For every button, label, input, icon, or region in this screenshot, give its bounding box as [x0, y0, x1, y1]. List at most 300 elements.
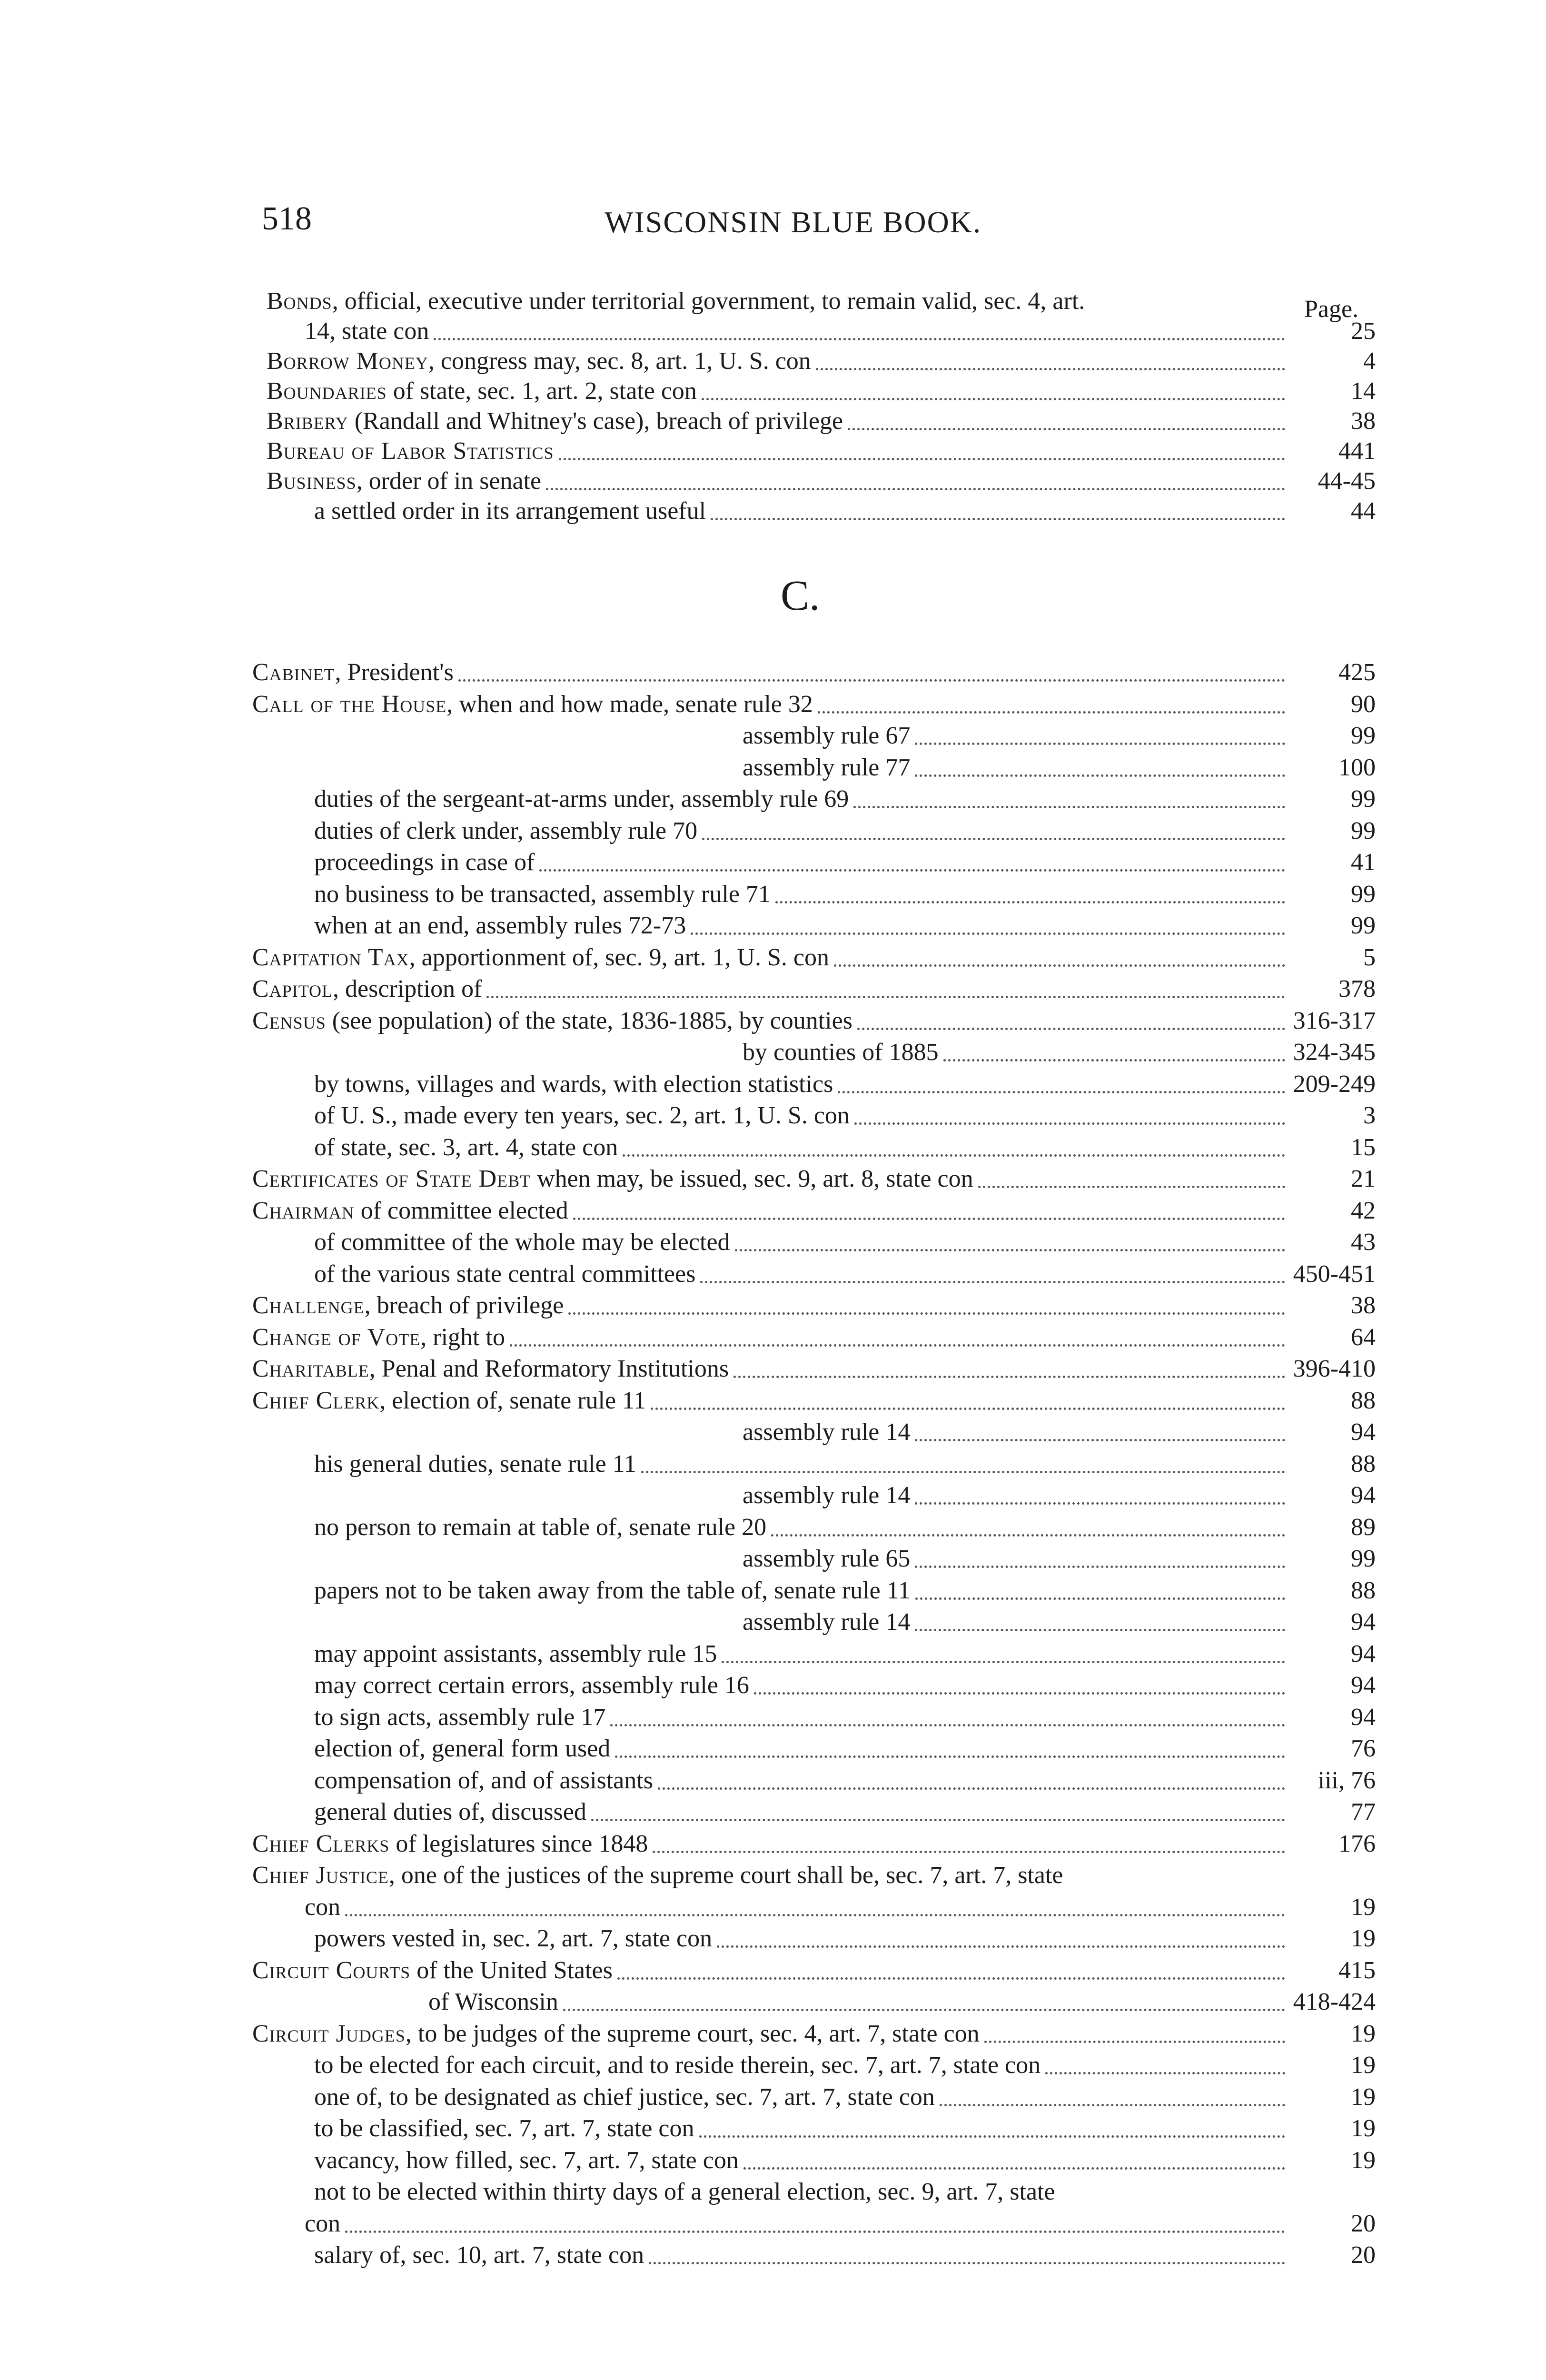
index-entry	[314, 1670, 1376, 1701]
page-reference: 20	[1351, 2210, 1376, 2237]
entry-description: when may, be issued, sec. 9, art. 8, state con	[531, 1165, 973, 1192]
page-reference: 425	[1338, 659, 1376, 686]
page-reference: 19	[1351, 2083, 1376, 2111]
entry-text	[314, 1702, 605, 1733]
entry-text	[314, 1765, 653, 1796]
entry-text	[314, 1069, 833, 1100]
entry-text	[314, 2082, 935, 2113]
dot-leader	[591, 1817, 1285, 1821]
entry-text	[314, 1796, 586, 1828]
entry-description: his general duties, senate rule 11	[314, 1450, 636, 1478]
index-entry	[743, 752, 1376, 783]
dot-leader	[699, 2133, 1285, 2138]
dot-leader	[816, 366, 1285, 370]
dot-leader	[568, 1310, 1285, 1315]
page-reference: 19	[1351, 2146, 1376, 2174]
entry-heading: Bonds	[267, 288, 332, 315]
index-entry	[314, 1132, 1376, 1163]
index-entry	[743, 1417, 1376, 1448]
entry-description: may appoint assistants, assembly rule 15	[314, 1640, 717, 1667]
entry-text	[314, 1733, 610, 1765]
index-entry	[314, 1448, 1376, 1480]
entry-heading: Circuit Courts	[252, 1956, 411, 1984]
entry-text	[252, 1290, 564, 1321]
entry-description: , description of	[333, 975, 482, 1002]
page-reference: 15	[1351, 1133, 1376, 1161]
entry-heading: Circuit Judges	[252, 2020, 406, 2047]
page-reference: 94	[1351, 1640, 1376, 1667]
entry-description: papers not to be taken away from the table of, senate rule 11	[314, 1577, 911, 1604]
dot-leader	[834, 962, 1285, 967]
entry-text	[252, 1163, 973, 1195]
index-entry	[252, 1828, 1376, 1860]
entry-description: of state, sec. 3, art. 4, state con	[314, 1133, 618, 1161]
index-entry	[267, 346, 1376, 377]
index-entry	[314, 1638, 1376, 1670]
dot-leader	[691, 931, 1285, 935]
entry-heading: Certificates of State Debt	[252, 1165, 531, 1192]
page-reference: 176	[1338, 1830, 1376, 1857]
entry-text	[267, 406, 843, 437]
entry-text	[314, 1259, 695, 1290]
page-reference: 20	[1351, 2241, 1376, 2269]
dot-leader	[735, 1247, 1285, 1251]
entry-description: powers vested in, sec. 2, art. 7, state con	[314, 1925, 713, 1952]
entry-text	[252, 1322, 505, 1353]
dot-leader	[915, 1437, 1285, 1441]
entry-description: , election of, senate rule 11	[379, 1387, 646, 1414]
dot-leader	[915, 773, 1285, 777]
entry-text	[314, 910, 686, 942]
index-entry	[267, 376, 1376, 407]
dot-leader	[978, 1184, 1285, 1188]
page-reference: 88	[1351, 1577, 1376, 1604]
entry-text	[314, 815, 697, 847]
dot-leader	[848, 426, 1285, 430]
entry-text	[252, 973, 482, 1005]
page-reference: 19	[1351, 1925, 1376, 1952]
page-reference: 396-410	[1293, 1355, 1376, 1382]
index-entry	[314, 2240, 1376, 2271]
entry-text	[314, 1638, 717, 1670]
entry-description: of the various state central committees	[314, 1260, 696, 1288]
index-entry	[428, 1986, 1376, 2018]
dot-leader	[733, 1374, 1285, 1378]
page-reference: 44	[1351, 497, 1376, 525]
page-reference: 94	[1351, 1482, 1376, 1509]
entry-text	[743, 1037, 939, 1068]
page-reference: 415	[1338, 1956, 1376, 1984]
index-entry	[267, 436, 1376, 467]
entry-text	[252, 1860, 1063, 1891]
dot-leader	[915, 1596, 1285, 1600]
index-entry	[252, 973, 1376, 1005]
entry-text	[314, 2240, 644, 2271]
entry-text	[743, 720, 910, 752]
entry-description: a settled order in its arrangement useful	[314, 497, 706, 525]
dot-leader	[510, 1342, 1285, 1347]
entry-description: assembly rule 14	[743, 1418, 911, 1446]
entry-text	[267, 286, 1085, 317]
entry-text	[314, 496, 706, 527]
page-reference: 100	[1338, 754, 1376, 781]
index-entry	[314, 2113, 1376, 2144]
index-entry	[314, 1765, 1376, 1796]
page-reference: 450-451	[1293, 1260, 1376, 1288]
dot-leader	[857, 1026, 1285, 1030]
page-reference: 378	[1338, 975, 1376, 1002]
dot-leader	[486, 994, 1285, 998]
entry-heading: Borrow Money	[267, 347, 428, 375]
entry-description: , order of in senate	[356, 467, 542, 495]
index-entry	[314, 1796, 1376, 1828]
index-entry	[305, 316, 1376, 347]
entry-text	[305, 1892, 340, 1923]
index-entry	[314, 2145, 1376, 2176]
dot-leader	[434, 336, 1285, 340]
index-entry	[314, 815, 1376, 847]
index-entry	[305, 1892, 1376, 1923]
index-entry	[252, 1005, 1376, 1037]
page-reference: 88	[1351, 1387, 1376, 1414]
entry-heading: Census	[252, 1007, 326, 1034]
dot-leader	[1090, 308, 1285, 310]
entry-description: when at an end, assembly rules 72-73	[314, 912, 686, 939]
entry-heading: Chairman	[252, 1197, 355, 1224]
dot-leader	[743, 2165, 1285, 2170]
page-reference: 14	[1351, 377, 1376, 405]
entry-description: of state, sec. 1, art. 2, state con	[386, 377, 697, 405]
entry-description: to be classified, sec. 7, art. 7, state con	[314, 2115, 694, 2142]
index-entry	[252, 1353, 1376, 1385]
entry-description: one of, to be designated as chief justice, sec. 7, art. 7, state con	[314, 2083, 935, 2111]
entry-description: assembly rule 14	[743, 1482, 911, 1509]
entry-text	[743, 752, 910, 783]
entry-description: salary of, sec. 10, art. 7, state con	[314, 2241, 644, 2269]
index-entry	[305, 2208, 1376, 2240]
entry-description: election of, general form used	[314, 1735, 611, 1762]
index-entry	[314, 910, 1376, 942]
dot-leader	[771, 1532, 1285, 1537]
entry-description: of U. S., made every ten years, sec. 2, art. 1, U. S. con	[314, 1102, 850, 1129]
entry-text	[305, 316, 429, 347]
entry-heading: Boundaries	[267, 377, 387, 405]
page-reference: 44-45	[1318, 467, 1376, 495]
page-reference: 77	[1351, 1798, 1376, 1825]
entry-description: of committee of the whole may be elected	[314, 1229, 730, 1256]
entry-text	[743, 1480, 910, 1511]
entry-description: general duties of, discussed	[314, 1798, 586, 1825]
dot-leader	[559, 456, 1285, 460]
entry-description: , congress may, sec. 8, art. 1, U. S. con	[428, 347, 811, 375]
index-entry	[314, 879, 1376, 910]
dot-leader	[984, 2039, 1285, 2043]
entry-description: assembly rule 67	[743, 722, 911, 749]
index-entry	[743, 1543, 1376, 1575]
entry-description: proceedings in case of	[314, 849, 535, 876]
dot-leader	[915, 1500, 1285, 1505]
index-entry	[252, 1385, 1376, 1417]
dot-leader	[345, 2229, 1285, 2233]
page-reference: 90	[1351, 690, 1376, 718]
index-entry	[743, 1480, 1376, 1511]
index-entry	[314, 2082, 1376, 2113]
entry-text	[314, 783, 849, 815]
entry-description: con	[305, 2210, 341, 2237]
index-entry	[314, 1702, 1376, 1733]
index-entry	[252, 1195, 1376, 1227]
page-reference: 19	[1351, 2052, 1376, 2079]
entry-description: not to be elected within thirty days of a general election, sec. 9, art. 7, state	[314, 2178, 1055, 2205]
entry-text	[314, 1575, 911, 1606]
dot-leader	[943, 1057, 1285, 1061]
dot-leader	[641, 1469, 1285, 1473]
dot-leader	[573, 1216, 1285, 1220]
page-reference: 88	[1351, 1450, 1376, 1478]
entry-description: , right to	[420, 1323, 505, 1351]
dot-leader	[853, 804, 1285, 808]
index-entry	[314, 1733, 1376, 1765]
entry-text	[267, 346, 811, 377]
entry-description: may correct certain errors, assembly rule 16	[314, 1672, 749, 1699]
dot-leader	[615, 1754, 1285, 1758]
entry-text	[314, 1448, 636, 1480]
dot-leader	[345, 1912, 1285, 1916]
page-header	[262, 200, 1071, 243]
page-reference: 209-249	[1293, 1070, 1376, 1098]
entry-description: no person to remain at table of, senate rule 20	[314, 1513, 767, 1541]
entry-text	[314, 879, 771, 910]
entry-heading: Charitable	[252, 1355, 369, 1382]
entry-heading: Cabinet	[252, 659, 335, 686]
entry-description: (Randall and Whitney's case), breach of privilege	[348, 407, 843, 435]
index-entry	[252, 657, 1376, 688]
page-reference: 89	[1351, 1513, 1376, 1541]
entry-text	[314, 2176, 1055, 2208]
entry-description: , breach of privilege	[364, 1292, 564, 1319]
page-reference: 94	[1351, 1608, 1376, 1636]
dot-leader	[915, 1564, 1285, 1568]
entry-text	[314, 1512, 766, 1543]
entry-description: assembly rule 77	[743, 754, 911, 781]
page-reference: 99	[1351, 880, 1376, 908]
index-entry	[743, 1037, 1376, 1068]
entry-heading: Capitation Tax	[252, 943, 409, 971]
dot-leader	[818, 709, 1285, 714]
page-reference: 441	[1338, 437, 1376, 465]
page-reference: 43	[1351, 1229, 1376, 1256]
entry-text	[743, 1417, 910, 1448]
page-reference: 94	[1351, 1703, 1376, 1731]
entry-heading: Challenge	[252, 1292, 365, 1319]
entry-text	[314, 2113, 694, 2144]
dot-leader	[915, 741, 1285, 745]
entry-heading: Change of Vote	[252, 1323, 421, 1351]
entry-text	[252, 689, 813, 720]
entry-description: of Wisconsin	[428, 1988, 558, 2015]
entry-text	[267, 466, 541, 497]
page-reference: 99	[1351, 817, 1376, 844]
entry-text	[305, 2208, 340, 2240]
entry-description: , Penal and Reformatory Institutions	[369, 1355, 729, 1382]
dot-leader	[539, 867, 1285, 872]
dot-leader	[1068, 1883, 1286, 1884]
dot-leader	[546, 486, 1285, 490]
entry-description: , apportionment of, sec. 9, art. 1, U. S. con	[409, 943, 829, 971]
section-heading-c: C.	[781, 572, 820, 619]
index-entry	[314, 1100, 1376, 1131]
index-entry	[267, 286, 1376, 317]
page-reference: 94	[1351, 1418, 1376, 1446]
entry-text	[314, 2145, 739, 2176]
index-entry	[252, 942, 1376, 973]
page-reference: 324-345	[1293, 1039, 1376, 1066]
index-entry	[252, 689, 1376, 720]
index-entry	[252, 1290, 1376, 1321]
page-reference: 99	[1351, 1545, 1376, 1572]
index-entry	[314, 1512, 1376, 1543]
index-entry	[743, 1606, 1376, 1638]
dot-leader	[653, 1849, 1285, 1853]
page-reference: 3	[1363, 1102, 1376, 1129]
dot-leader	[754, 1690, 1285, 1695]
entry-text	[743, 1606, 910, 1638]
page-column-label: Page.	[1304, 296, 1359, 323]
index-entry	[252, 1163, 1376, 1195]
entry-text	[252, 657, 454, 688]
page-reference: 76	[1351, 1735, 1376, 1762]
index-entry	[314, 2050, 1376, 2081]
page-reference: 38	[1351, 407, 1376, 435]
index-entry	[314, 1227, 1376, 1258]
entry-heading: Business	[267, 467, 357, 495]
entry-text	[314, 2050, 1041, 2081]
entry-text	[314, 1670, 749, 1701]
index-entry	[314, 783, 1376, 815]
dot-leader	[711, 516, 1285, 520]
dot-leader	[717, 1944, 1285, 1948]
entry-text	[252, 1005, 852, 1037]
dot-leader	[775, 899, 1285, 903]
index-entry	[314, 1575, 1376, 1606]
dot-leader	[838, 1089, 1285, 1093]
page-reference: 5	[1363, 943, 1376, 971]
index-entry	[314, 1069, 1376, 1100]
page-reference: 21	[1351, 1165, 1376, 1192]
entry-description: assembly rule 14	[743, 1608, 911, 1636]
entry-heading: Chief Clerk	[252, 1387, 380, 1414]
index-entry	[252, 1860, 1376, 1891]
page-number: 518	[262, 200, 312, 237]
entry-text	[314, 1227, 730, 1258]
page-reference: 25	[1351, 317, 1376, 345]
page-reference: 38	[1351, 1292, 1376, 1319]
entry-description: duties of clerk under, assembly rule 70	[314, 817, 698, 844]
dot-leader	[458, 677, 1285, 682]
dot-leader	[649, 2260, 1285, 2264]
index-entry	[743, 720, 1376, 752]
entry-text	[252, 1353, 729, 1385]
entry-description: by counties of 1885	[743, 1039, 939, 1066]
entry-description: of legislatures since 1848	[389, 1830, 648, 1857]
dot-leader	[940, 2102, 1285, 2106]
dot-leader	[651, 1406, 1285, 1410]
dot-leader	[700, 1279, 1285, 1283]
entry-description: 14, state con	[305, 317, 429, 345]
dot-leader	[722, 1659, 1285, 1663]
page-reference: 42	[1351, 1197, 1376, 1224]
entry-description: no business to be transacted, assembly rule 71	[314, 880, 771, 908]
page-reference: 99	[1351, 912, 1376, 939]
dot-leader	[702, 836, 1285, 840]
index-entry	[252, 1955, 1376, 1986]
entry-description: , official, executive under territorial government, to remain valid, sec. 4, art.	[332, 288, 1085, 315]
index-entry	[314, 496, 1376, 527]
entry-text	[252, 2018, 980, 2050]
page-reference: 19	[1351, 1893, 1376, 1921]
entry-text	[314, 1923, 712, 1954]
page-reference: 4	[1363, 347, 1376, 375]
entry-description: , when and how made, senate rule 32	[446, 690, 813, 718]
entry-description: compensation of, and of assistants	[314, 1766, 653, 1794]
page-reference: 418-424	[1293, 1988, 1376, 2015]
entry-description: to sign acts, assembly rule 17	[314, 1703, 606, 1731]
index-entry	[314, 847, 1376, 878]
entry-description: , President's	[335, 659, 454, 686]
page-reference: 316-317	[1293, 1007, 1376, 1034]
dot-leader	[658, 1785, 1285, 1790]
entry-text	[252, 1828, 648, 1860]
page-reference: 64	[1351, 1323, 1376, 1351]
entry-description: by towns, villages and wards, with election statistics	[314, 1070, 833, 1098]
entry-description: (see population) of the state, 1836-1885, by counties	[326, 1007, 852, 1034]
entry-heading: Bribery	[267, 407, 348, 435]
entry-description: , one of the justices of the supreme court shall be, sec. 7, art. 7, state	[388, 1862, 1063, 1889]
page-reference: iii, 76	[1318, 1766, 1376, 1794]
entry-text	[314, 847, 535, 878]
index-entry	[314, 2176, 1376, 2208]
entry-text	[743, 1543, 910, 1575]
index-entry	[252, 1322, 1376, 1353]
dot-leader	[617, 1975, 1285, 1980]
page-reference: 19	[1351, 2020, 1376, 2047]
entry-description: vacancy, how filled, sec. 7, art. 7, state con	[314, 2146, 739, 2174]
running-title: WISCONSIN BLUE BOOK.	[605, 205, 981, 239]
entry-text	[252, 942, 829, 973]
entry-text	[252, 1955, 613, 1986]
page-reference: 99	[1351, 722, 1376, 749]
dot-leader	[915, 1627, 1285, 1631]
entry-text	[314, 1132, 618, 1163]
dot-leader	[563, 2007, 1285, 2011]
entry-description: duties of the sergeant-at-arms under, assembly rule 69	[314, 785, 849, 813]
index-entry	[267, 406, 1376, 437]
entry-heading: Bureau of Labor Statistics	[267, 437, 554, 465]
entry-description: assembly rule 65	[743, 1545, 911, 1572]
entry-text	[267, 376, 697, 407]
entry-text	[314, 1100, 850, 1131]
entry-text	[252, 1195, 568, 1227]
dot-leader	[610, 1722, 1285, 1726]
entry-text	[252, 1385, 646, 1417]
entry-text	[428, 1986, 558, 2018]
entry-text	[267, 436, 554, 467]
entry-heading: Chief Justice	[252, 1862, 389, 1889]
page-reference: 99	[1351, 785, 1376, 813]
index-entry	[314, 1259, 1376, 1290]
page-reference: 94	[1351, 1672, 1376, 1699]
entry-heading: Chief Clerks	[252, 1830, 390, 1857]
